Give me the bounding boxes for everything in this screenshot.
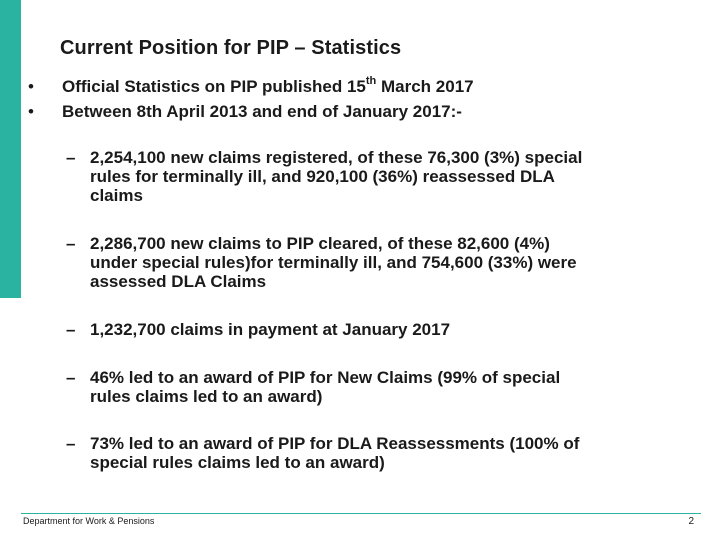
sub-item-text: 73% led to an award of PIP for DLA Reassessments (100% of special rules claims led to an award) (90, 434, 580, 472)
sub-item-new-claims-award-rate (66, 368, 686, 406)
sub-item-text: 2,254,100 new claims registered, of these 76,300 (3%) special rules for terminally ill, and 920,100 (36%) reassessed DLA claims (90, 148, 583, 205)
slide-title: Current Position for PIP – Statistics (60, 37, 402, 59)
sub-item-text: 1,232,700 claims in payment at January 2017 (90, 320, 451, 339)
sub-item-text: 46% led to an award of PIP for New Claims (99% of special rules claims led to an award) (90, 368, 561, 406)
bullet-item-period (28, 99, 698, 124)
bullet-item-publication (28, 74, 698, 99)
page-number: 2 (688, 516, 694, 527)
bullet-text-after: March 2017 (376, 77, 474, 96)
sub-item-dla-reassessment-award-rate (66, 434, 686, 472)
bullet-marker: • (28, 102, 34, 121)
dash-marker: – (66, 234, 76, 253)
sub-item-claims-cleared (66, 234, 686, 291)
sub-item-claims-in-payment (66, 320, 686, 339)
dash-marker: – (66, 434, 76, 453)
ordinal-suffix: th (365, 75, 377, 88)
dash-marker: – (66, 320, 76, 339)
bullet-list (28, 74, 698, 124)
footer-organisation: Department for Work & Pensions (23, 516, 155, 526)
dash-marker: – (66, 148, 76, 167)
bullet-text-before: Official Statistics on PIP published 15 (62, 77, 366, 96)
accent-bar (0, 0, 21, 298)
bullet-marker: • (28, 77, 34, 96)
sub-item-text: 2,286,700 new claims to PIP cleared, of these 82,600 (4%) under special rules)for terminally ill, and 754,600 (33%) were assessed DLA Claims (90, 234, 577, 291)
bullet-text: Between 8th April 2013 and end of January 2017:- (62, 102, 462, 121)
dash-marker: – (66, 368, 76, 387)
footer-divider (21, 513, 701, 514)
bullet-text (62, 74, 474, 99)
sub-item-new-claims-registered (66, 148, 686, 205)
